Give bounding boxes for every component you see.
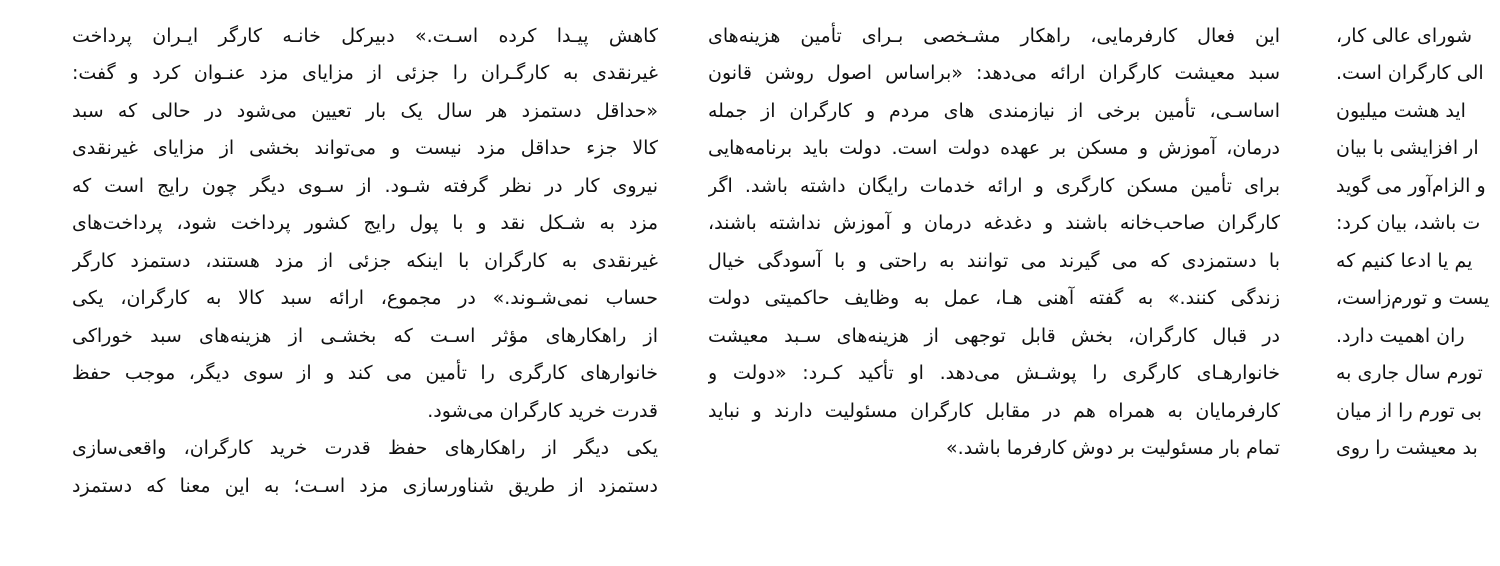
text-line: بی تورم را از میان: [1336, 399, 1482, 422]
text-line: خانوارهـای کارگری را پوشـش می‌دهد. او تأکید کـرد: «دولت و: [708, 362, 1280, 384]
article-column-left: [72, 0, 658, 566]
text-line: [708, 0, 1280, 18]
text-line: ت باشد، بیان کرد:: [1336, 212, 1481, 234]
text-line: برای تأمین مسکن کارگری و ارائه خدمات رایگان داشته باشد. اگر: [708, 174, 1280, 197]
text-line: غیرنقدی به کارگـران را جزئی از مزایای مزد عنـوان کرد و گفت:: [72, 62, 658, 84]
text-line: اید هشت میلیون: [1336, 99, 1466, 122]
text-line: خانوارهای کارگری را تأمین می کند و از سوی دیگر، موجب حفظ: [72, 362, 658, 384]
text-line: [72, 0, 658, 18]
text-line: کاهش پیـدا کرده اسـت.» دبیرکل خانـه کارگر ایـران پرداخت: [72, 24, 658, 47]
text-line: بد معیشت را روی: [1336, 437, 1478, 459]
text-line: در قبال کارگران، بخش قابل توجهی از هزینه‌های سـبد معیشت: [708, 324, 1280, 347]
text-line: کارگران صاحب‌خانه باشند و دغدغه درمان و آموزش نداشته باشند،: [708, 212, 1280, 234]
article-column-middle: [708, 0, 1280, 566]
text-line: حساب نمی‌شـوند.» در مجموع، ارائه سبد کالا به کارگران، یکی: [72, 287, 658, 309]
text-line: با دستمزدی که می گیرند می توانند به راحتی و با آسودگی خیال: [708, 249, 1280, 272]
text-line: الی کارگران است.: [1336, 62, 1484, 84]
text-line: اساسـی، تأمین برخی از نیازمندی های مردم و کارگران از جمله: [708, 99, 1280, 122]
text-line: یکی دیگر از راهکارهای حفظ قدرت خرید کارگران، واقعی‌سازی: [72, 437, 658, 459]
article-column-right-cropped: [1336, 0, 1500, 566]
text-line: سبد معیشت کارگران ارائه می‌دهد: «براساس اصول روشن قانون: [708, 62, 1280, 84]
text-line: دستمزد از طریق شناورسازی مزد اسـت؛ به این معنا که دستمزد: [72, 474, 658, 497]
text-line: مزد به شـکل نقد و با پول رایج کشور پرداخت شود، پرداخت‌های: [72, 212, 658, 234]
text-line: نیروی کار در نظر گرفته شـود. از سـوی دیگر چون رایج است که: [72, 174, 658, 197]
text-line: کالا جزء حداقل مزد نیست و می‌تواند بخشی از مزایای غیرنقدی: [72, 137, 658, 159]
text-line: شورای عالی کار،: [1336, 24, 1473, 47]
text-line: «حداقل دستمزد هر سال یک بار تعیین می‌شود در حالی که سبد: [72, 99, 658, 122]
text-line: ران اهمیت دارد.: [1336, 324, 1465, 347]
text-line: درمان، آموزش و مسکن بر عهده دولت است. دولت باید برنامه‌هایی: [708, 137, 1280, 159]
text-line: و الزام‌آور می گوید: [1336, 174, 1486, 197]
text-line: [1336, 0, 1500, 18]
text-line: یست و تورم‌زاست،: [1336, 287, 1490, 309]
text-line: تورم سال جاری به: [1336, 362, 1483, 384]
text-line: ار افزایشی با بیان: [1336, 137, 1479, 159]
text-line: تمام بار مسئولیت بر دوش کارفرما باشد.»: [946, 437, 1280, 459]
text-line: یم یا ادعا کنیم که: [1336, 249, 1473, 272]
text-line: غیرنقدی به کارگران با اینکه جزئی از مزد هستند، دستمزد کارگر: [72, 249, 658, 272]
text-line: این فعال کارفرمایی، راهکار مشـخصی بـرای تأمین هزینه‌های: [708, 24, 1280, 47]
text-line: کارفرمایان به همراه هم در مقابل کارگران مسئولیت دارند و نباید: [708, 399, 1280, 422]
text-line: زندگی کنند.» به گفته آهنی هـا، عمل به وظایف حاکمیتی دولت: [708, 287, 1280, 309]
text-line: قدرت خرید کارگران می‌شود.: [427, 399, 658, 422]
text-line: از راهکارهای مؤثر اسـت که بخشـی از هزینه‌های سبد خوراکی: [72, 324, 658, 347]
